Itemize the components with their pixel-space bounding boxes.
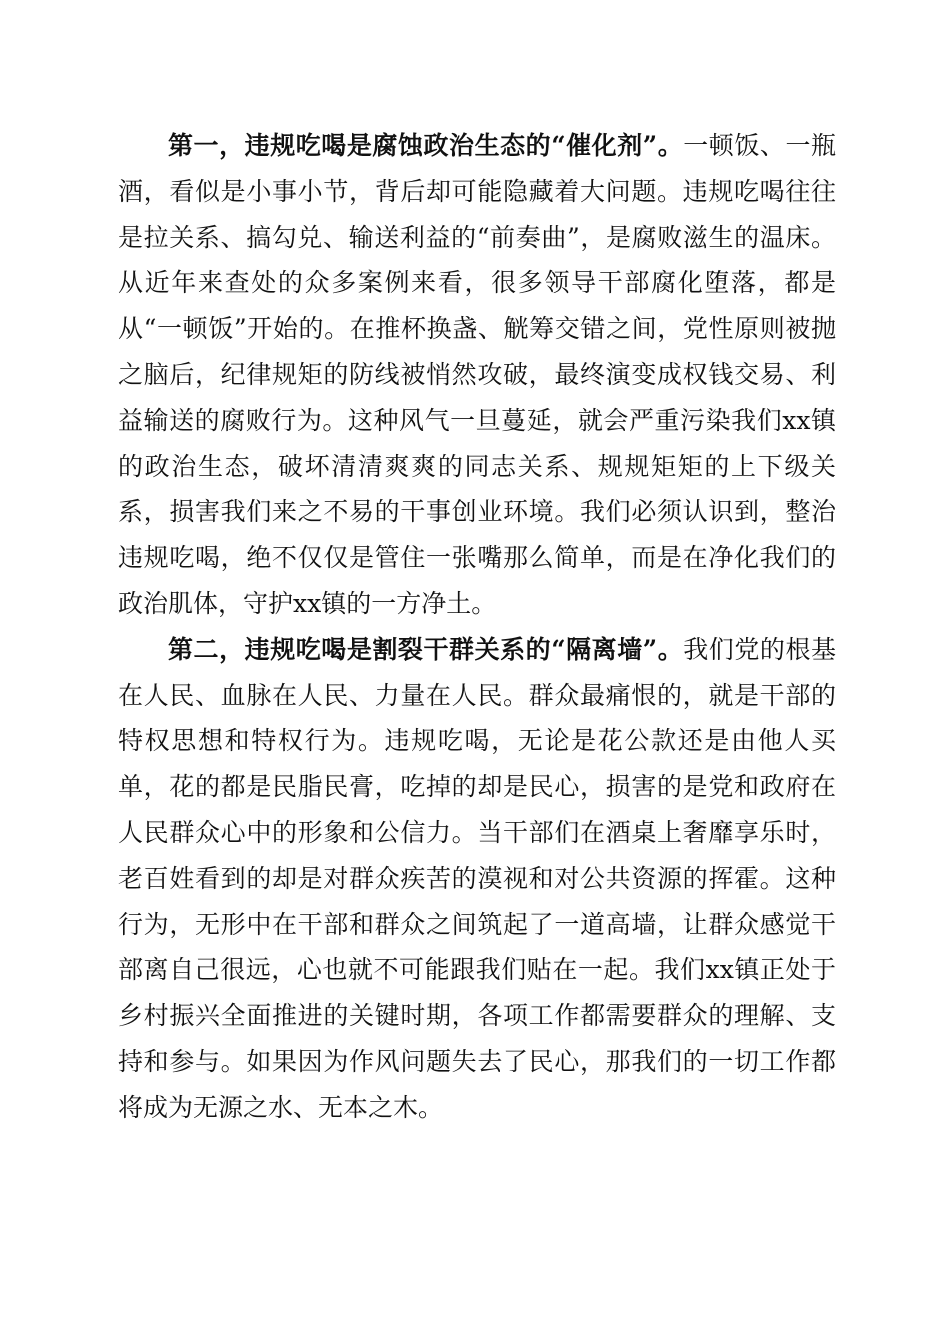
paragraph-body: 一顿饭、一瓶酒，看似是小事小节，背后却可能隐藏着大问题。违规吃喝往往是拉关系、搞勾兑、输送利益的“前奏曲”，是腐败滋生的温床。从近年来查处的众多案例来看，很多领导干部腐化堕落，都是从“一顿饭”开始的。在推杯换盏、觥筹交错之间，党性原则被抛之脑后，纪律规矩的防线被悄然攻破，最终演变成权钱交易、利益输送的腐败行为。这种风气一旦蔓延，就会严重污染我们xx镇的政治生态，破坏清清爽爽的同志关系、规规矩矩的上下级关系，损害我们来之不易的干事创业环境。我们必须认识到，整治违规吃喝，绝不仅仅是管住一张嘴那么简单，而是在净化我们的政治肌体，守护xx镇的一方净土。	[118, 131, 836, 618]
document-body	[118, 123, 836, 1131]
paragraph-first	[118, 123, 836, 627]
paragraph-second	[118, 627, 836, 1131]
paragraph-lead: 第一，违规吃喝是腐蚀政治生态的“催化剂”。	[168, 131, 684, 160]
paragraph-body: 我们党的根基在人民、血脉在人民、力量在人民。群众最痛恨的，就是干部的特权思想和特权行为。违规吃喝，无论是花公款还是由他人买单，花的都是民脂民膏，吃掉的却是民心，损害的是党和政府在人民群众心中的形象和公信力。当干部们在酒桌上奢靡享乐时，老百姓看到的却是对群众疾苦的漠视和对公共资源的挥霍。这种行为，无形中在干部和群众之间筑起了一道高墙，让群众感觉干部离自己很远，心也就不可能跟我们贴在一起。我们xx镇正处于乡村振兴全面推进的关键时期，各项工作都需要群众的理解、支持和参与。如果因为作风问题失去了民心，那我们的一切工作都将成为无源之水、无本之木。	[118, 634, 836, 1122]
paragraph-lead: 第二，违规吃喝是割裂干群关系的“隔离墙”。	[168, 634, 684, 664]
